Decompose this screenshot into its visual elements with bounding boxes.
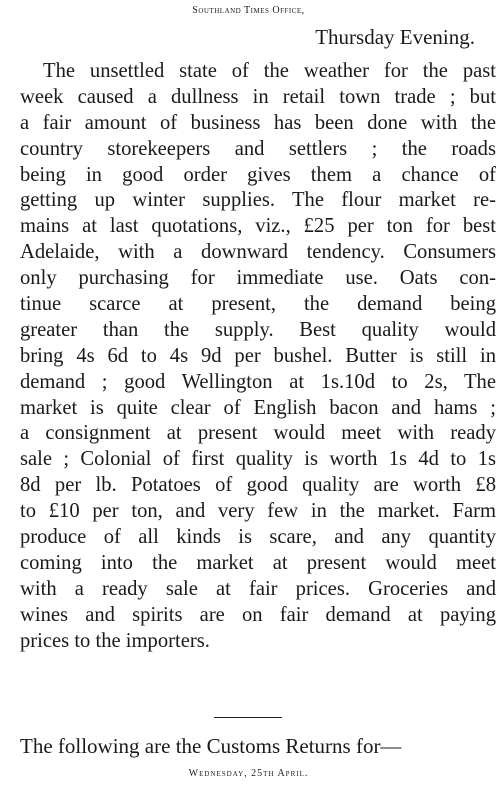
paragraph-line: tinue scarce at present, the demand being: [20, 293, 496, 316]
customs-returns-intro: The following are the Customs Returns for—: [20, 734, 402, 758]
paragraph-line: sale ; Colonial of first quality is worth 1s 4d to 1s: [20, 448, 496, 471]
paragraph-line: week caused a dullness in retail town trade ; but: [20, 85, 496, 108]
paragraph-line: market is quite clear of English bacon and hams ;: [20, 396, 496, 419]
market-report-paragraph: [20, 59, 496, 654]
paragraph-line: country storekeepers and settlers ; the roads: [20, 137, 496, 160]
paragraph-line: demand ; good Wellington at 1s.10d to 2s, The: [20, 370, 496, 393]
paragraph-line: greater than the supply. Best quality would: [20, 318, 496, 341]
paragraph-line: wines and spirits are on fair demand at paying: [20, 603, 496, 626]
paragraph-line: mains at last quotations, viz., £25 per ton for best: [20, 215, 496, 238]
paragraph-line: 8d per lb. Potatoes of good quality are worth £8: [20, 474, 496, 497]
paragraph-line: getting up winter supplies. The flour market re-: [20, 189, 496, 212]
section-divider: [214, 717, 282, 718]
paragraph-line: produce of all kinds is scare, and any quantity: [20, 526, 496, 549]
paragraph-line: Adelaide, with a downward tendency. Consumers: [20, 241, 496, 264]
paragraph-line: a consignment at present would meet with ready: [20, 422, 496, 445]
paragraph-line: with a ready sale at fair prices. Groceries and: [20, 577, 496, 600]
paragraph-line: The unsettled state of the weather for the past: [43, 60, 496, 82]
dateline: Thursday Evening.: [315, 25, 475, 49]
paragraph-line: prices to the importers.: [20, 629, 210, 652]
office-heading: Southland Times Office,: [192, 5, 305, 16]
paragraph-line: coming into the market at present would meet: [20, 551, 496, 574]
paragraph-line: to £10 per ton, and very few in the market. Farm: [20, 500, 496, 523]
paragraph-line: a fair amount of business has been done with the: [20, 111, 496, 134]
customs-returns-date: Wednesday, 25th April.: [188, 768, 309, 779]
paragraph-line: bring 4s 6d to 4s 9d per bushel. Butter is still in: [20, 344, 496, 367]
paragraph-line: being in good order gives them a chance of: [20, 163, 496, 186]
paragraph-line: only purchasing for immediate use. Oats con-: [20, 267, 496, 290]
